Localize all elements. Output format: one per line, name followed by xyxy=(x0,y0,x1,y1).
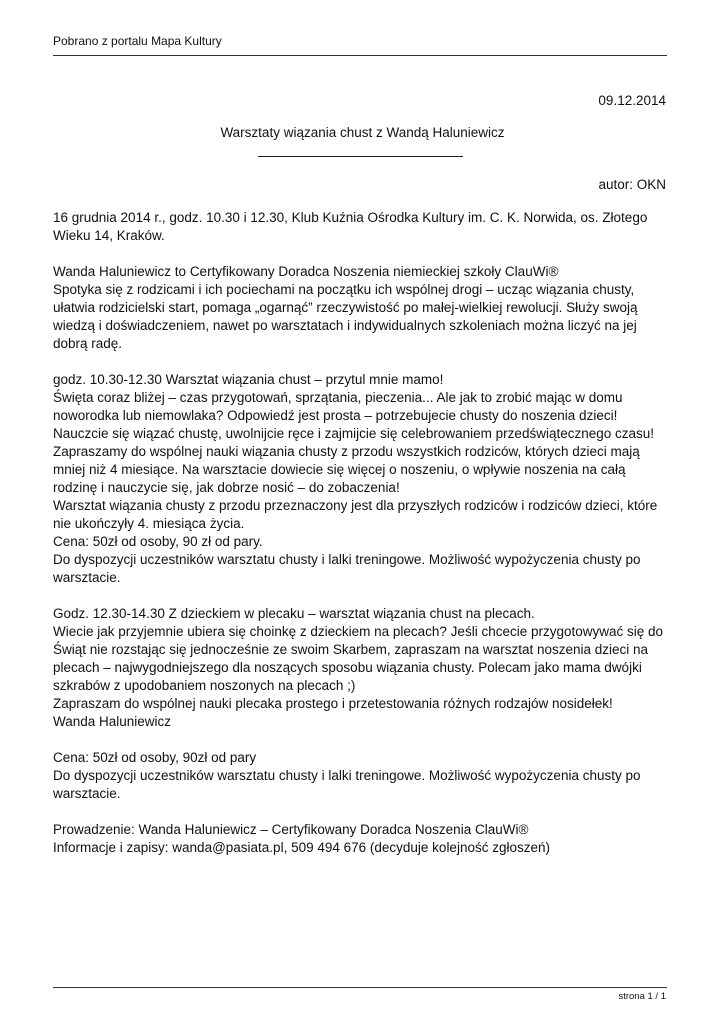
text-line: Godz. 12.30-14.30 Z dzieckiem w plecaku – warsztat wiązania chust na plecach. xyxy=(53,606,535,621)
page-header-source: Pobrano z portalu Mapa Kultury xyxy=(53,34,222,48)
text-line: Zapraszamy do wspólnej nauki wiązania chusty z przodu wszystkich rodziców, których dzieci mają mniej niż 4 miesiące. Na warsztacie dowiecie się więcej o noszeniu, o wpływie noszenia na całą rodzinę i nauczycie się, jak dobrze nosić – do zobaczenia! xyxy=(53,444,640,495)
text-line: Do dyspozycji uczestników warsztatu chusty i lalki treningowe. Możliwość wypożyczenia chusty po warsztacie. xyxy=(53,768,641,801)
page-number: strona 1 / 1 xyxy=(618,991,666,1002)
text-line: 16 grudnia 2014 r., godz. 10.30 i 12.30, Klub Kuźnia Ośrodka Kultury im. C. K. Norwida, os. Złotego Wieku 14, Kraków. xyxy=(53,210,648,243)
text-line: Prowadzenie: Wanda Haluniewicz – Certyfikowany Doradca Noszenia ClauWi® xyxy=(53,822,529,837)
text-line: Do dyspozycji uczestników warsztatu chusty i lalki treningowe. Możliwość wypożyczenia chusty po warsztacie. xyxy=(53,552,641,585)
footer-divider xyxy=(53,987,667,988)
paragraph-workshop-back xyxy=(53,605,665,731)
paragraph-instructor-bio xyxy=(53,263,665,353)
text-line: Nauczcie się wiązać chustę, uwolnijcie ręce i zajmijcie się celebrowaniem przedświątecznego czasu! xyxy=(53,426,655,441)
text-line: Spotyka się z rodzicami i ich pociechami na początku ich wspólnej drogi – ucząc wiązania chusty, ułatwia rodzicielski start, pomaga „ogarnąć” rzeczywistość po małej-wielkiej rewolucji. Służy swoją wiedzą i doświadczeniem, nawet po warsztatach i indywidualnych szkoleniach można liczyć na jej dobrą radę. xyxy=(53,282,638,351)
document-author: autor: OKN xyxy=(598,177,666,192)
text-line: Warsztat wiązania chusty z przodu przeznaczony jest dla przyszłych rodziców i rodziców dzieci, które nie ukończyły 4. miesiąca życia. xyxy=(53,498,658,531)
paragraph-contact xyxy=(53,821,665,857)
text-line: godz. 10.30-12.30 Warsztat wiązania chust – przytul mnie mamo! xyxy=(53,372,444,387)
article-body xyxy=(53,209,665,875)
text-line: Wiecie jak przyjemnie ubiera się choinkę z dzieckiem na plecach? Jeśli chcecie przygotowywać się do Świąt nie rozstając się jednocześnie ze swoim Skarbem, zapraszam na warsztat noszenia dzieci na plecach – najwygodniejszego dla noszących sposobu wiązania chusty. Polecam jako mama dwójki szkrabów z upodobaniem noszonych na plecach ;) xyxy=(53,624,664,693)
text-line: Informacje i zapisy: wanda@pasiata.pl, 509 494 676 (decyduje kolejność zgłoszeń) xyxy=(53,840,550,855)
document-date: 09.12.2014 xyxy=(598,93,666,108)
text-line: Cena: 50zł od osoby, 90zł od pary xyxy=(53,750,257,765)
title-underline xyxy=(258,156,463,157)
header-divider xyxy=(53,55,667,56)
text-line: Wanda Haluniewicz to Certyfikowany Doradca Noszenia niemieckiej szkoły ClauWi® xyxy=(53,264,559,279)
text-line: Zapraszam do wspólnej nauki plecaka prostego i przetestowania różnych rodzajów nosidełek! xyxy=(53,696,613,711)
text-line: Wanda Haluniewicz xyxy=(53,714,172,729)
paragraph-price xyxy=(53,749,665,803)
paragraph-venue xyxy=(53,209,665,245)
text-line: Cena: 50zł od osoby, 90 zł od pary. xyxy=(53,534,263,549)
document-title: Warsztaty wiązania chust z Wandą Haluniewicz xyxy=(220,125,505,140)
text-line: Święta coraz bliżej – czas przygotowań, sprzątania, pieczenia... Ale jak to zrobić mając w domu noworodka lub niemowlaka? Odpowiedź jest prosta – potrzebujecie chusty do noszenia dzieci! xyxy=(53,390,623,423)
paragraph-workshop-front xyxy=(53,371,665,587)
